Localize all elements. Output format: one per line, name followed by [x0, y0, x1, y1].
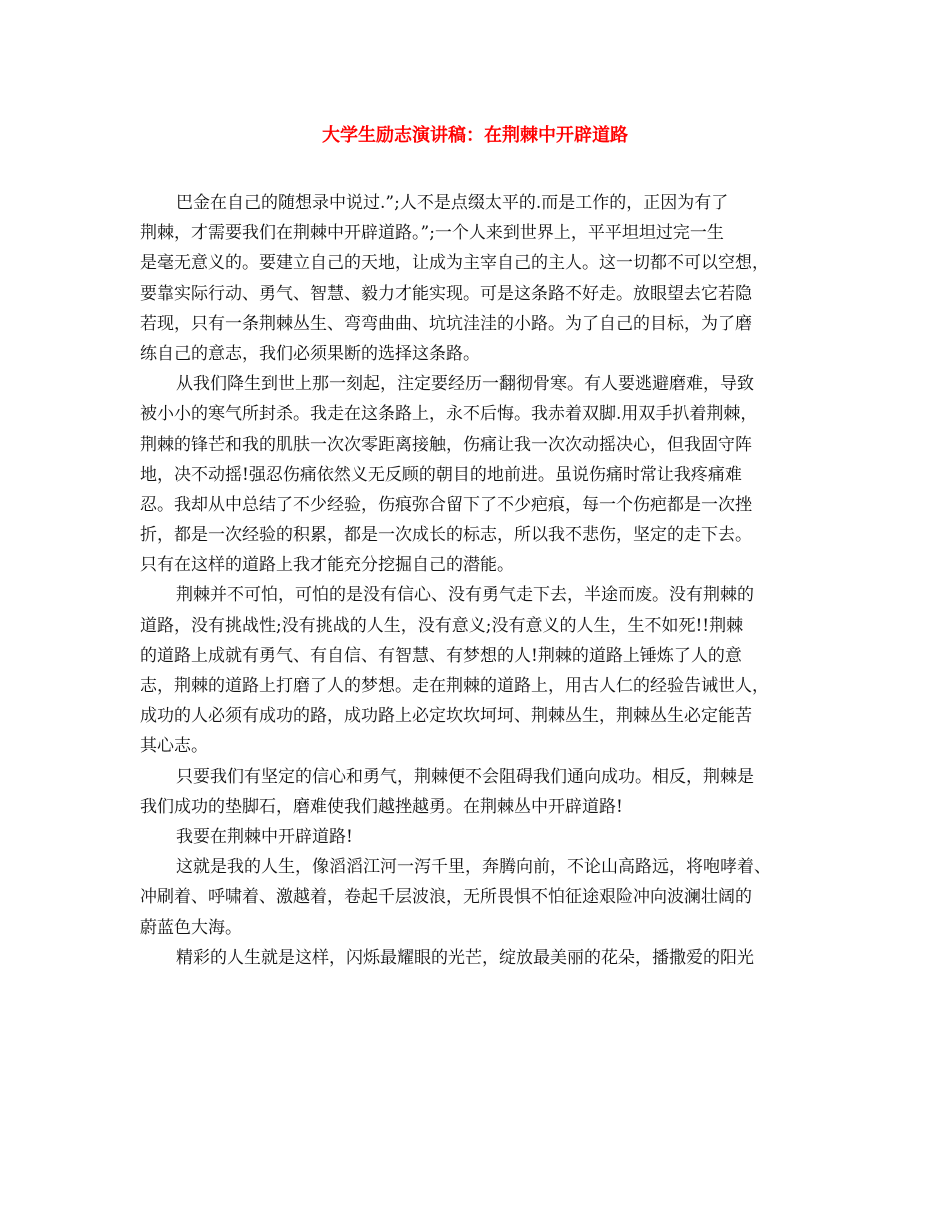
text-line: 志，荆棘的道路上打磨了人的梦想。走在荆棘的道路上，用古人仁的经验告诫世人， [140, 676, 769, 696]
text-line: 被小小的寒气所封杀。我走在这条路上，永不后悔。我赤着双脚.用双手扒着荆棘， [140, 404, 758, 425]
text-line: 忍。我却从中总结了不少经验，伤痕弥合留下了不少疤痕，每一个伤疤都是一次挫 [140, 494, 752, 515]
text-line: 荆棘，才需要我们在荆棘中开辟道路。”;一个人来到世界上，平平坦坦过完一生 [140, 223, 724, 244]
text-line: 成功的人必须有成功的路，成功路上必定坎坎坷坷、荆棘丛生，荆棘丛生必定能苦 [140, 706, 752, 727]
document-body [140, 188, 812, 973]
text-line: 折，都是一次经验的积累，都是一次成长的标志，所以我不悲伤，坚定的走下去。 [140, 525, 752, 546]
text-line: 冲刷着、呼啸着、激越着，卷起千层波浪，无所畏惧不怕征途艰险冲向波澜壮阔的 [140, 887, 752, 908]
text-line: 荆棘的锋芒和我的肌肤一次次零距离接触，伤痛让我一次次动摇决心，但我固守阵 [140, 434, 752, 455]
text-line: 荆棘并不可怕，可怕的是没有信心、没有勇气走下去，半途而废。没有荆棘的 [176, 585, 754, 606]
document-title: 大学生励志演讲稿：在荆棘中开辟道路 [322, 125, 628, 146]
text-line: 只要我们有坚定的信心和勇气，荆棘便不会阻碍我们通向成功。相反，荆棘是 [176, 766, 754, 787]
text-line: 精彩的人生就是这样，闪烁最耀眼的光芒，绽放最美丽的花朵，播撒爱的阳光 [176, 947, 754, 968]
text-line: 其心志。 [140, 736, 208, 757]
text-line: 地，决不动摇!强忍伤痛依然义无反顾的朝目的地前进。虽说伤痛时常让我疼痛难 [140, 464, 742, 485]
text-line: 只有在这样的道路上我才能充分挖掘自己的潜能。 [140, 555, 514, 576]
text-line: 道路，没有挑战性;没有挑战的人生，没有意义;没有意义的人生，生不如死!!荆棘 [140, 615, 744, 636]
text-line: 要靠实际行动、勇气、智慧、毅力才能实现。可是这条路不好走。放眼望去它若隐 [140, 283, 752, 304]
text-line: 从我们降生到世上那一刻起，注定要经历一翻彻骨寒。有人要逃避磨难，导致 [176, 374, 754, 395]
text-line: 若现，只有一条荆棘丛生、弯弯曲曲、坑坑洼洼的小路。为了自己的目标，为了磨 [140, 313, 752, 334]
text-line: 是毫无意义的。要建立自己的天地，让成为主宰自己的主人。这一切都不可以空想， [140, 253, 769, 274]
text-line: 巴金在自己的随想录中说过.”;人不是点缀太平的.而是工作的，正因为有了 [176, 193, 729, 213]
text-line: 我要在荆棘中开辟道路! [176, 826, 353, 847]
text-line: 我们成功的垫脚石，磨难使我们越挫越勇。在荆棘丛中开辟道路! [140, 796, 623, 817]
text-line: 的道路上成就有勇气、有自信、有智慧、有梦想的人!荆棘的道路上锤炼了人的意 [140, 645, 742, 666]
text-line: 练自己的意志，我们必须果断的选择这条路。 [140, 343, 480, 364]
text-line: 蔚蓝色大海。 [140, 917, 242, 938]
text-line: 这就是我的人生，像滔滔江河一泻千里，奔腾向前，不论山高路远，将咆哮着、 [176, 857, 771, 878]
